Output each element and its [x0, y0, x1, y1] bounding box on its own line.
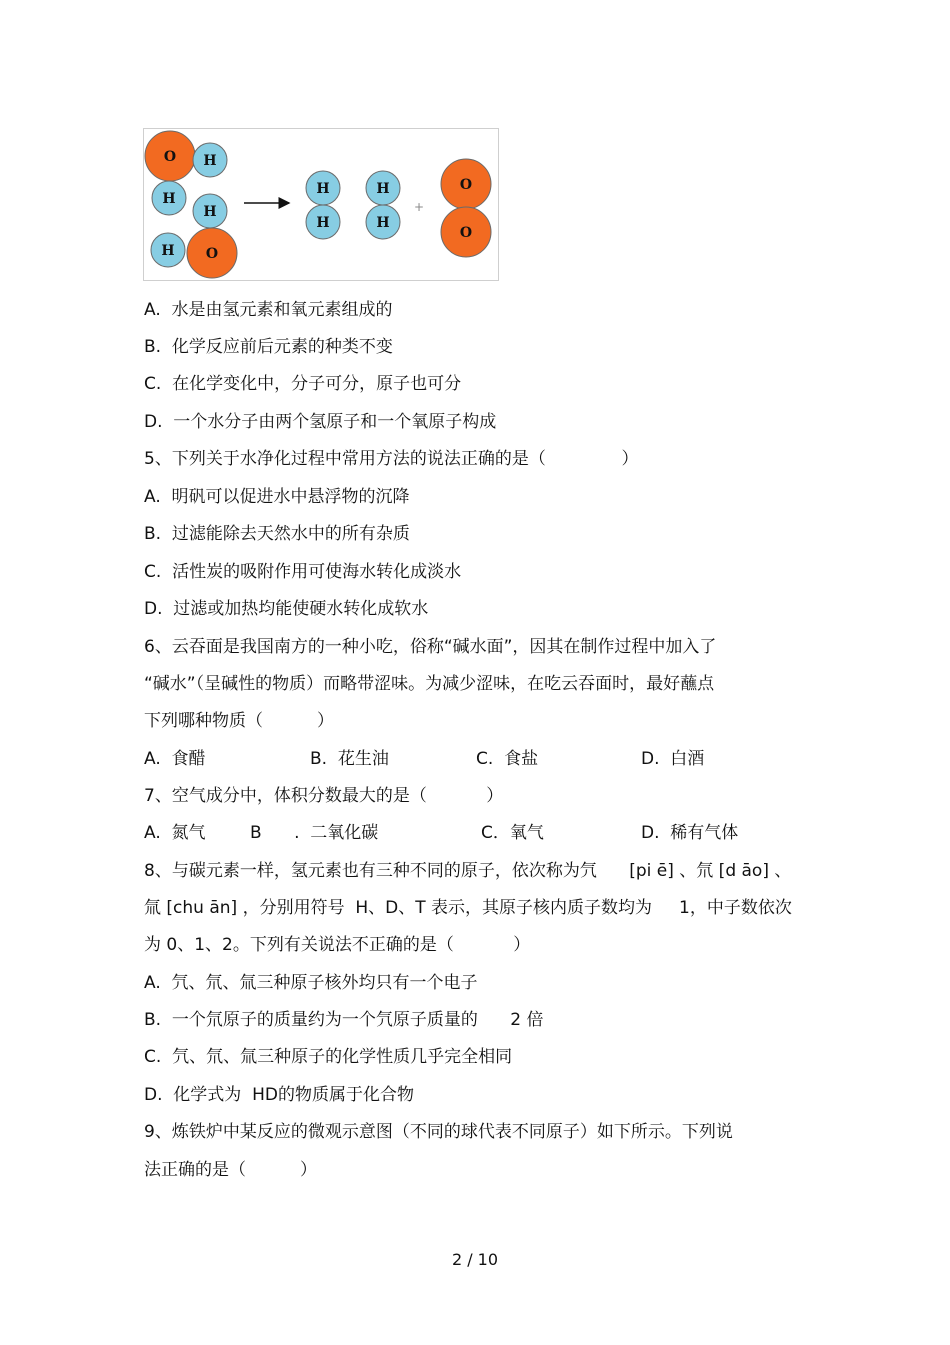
hydrogen-atom: [151, 233, 185, 267]
page-number: 2 / 10: [451, 1250, 499, 1269]
svg-text:O: O: [205, 246, 219, 262]
oxygen-atom: [187, 228, 237, 278]
svg-text:O: O: [459, 225, 473, 241]
q5-option-d: D. 过滤或加热均能使硬水转化成软水: [144, 599, 429, 619]
svg-text:H: H: [316, 215, 330, 231]
q8-stem-line-2: 氚 [chu ān] ，分别用符号 H、D、T 表示，其原子核内质子数均为 1，中子数依次: [144, 898, 792, 918]
q8-option-a: A. 氕、氘、氚三种原子核外均只有一个电子: [144, 973, 478, 993]
reaction-diagram-svg: [144, 129, 498, 280]
reaction-diagram: [143, 128, 499, 281]
q6-option-b: B. 花生油: [310, 749, 389, 769]
q5-option-a: A. 明矾可以促进水中悬浮物的沉降: [144, 487, 410, 507]
svg-text:H: H: [203, 153, 217, 169]
oxygen-atom: [441, 207, 491, 257]
plus-sign: +: [413, 200, 425, 214]
q5-stem: 5、下列关于水净化过程中常用方法的说法正确的是（ ）: [144, 449, 639, 469]
hydrogen-atom: [193, 194, 227, 228]
hydrogen-atom: [193, 143, 227, 177]
q8-option-c: C. 氕、氘、氚三种原子的化学性质几乎完全相同: [144, 1047, 513, 1067]
q9-stem-line-2: 法正确的是（ ）: [144, 1160, 318, 1180]
hydrogen-atom: [366, 171, 400, 205]
oxygen-atom: [441, 159, 491, 209]
q4-option-a: A. 水是由氢元素和氧元素组成的: [144, 300, 393, 320]
q4-option-b: B. 化学反应前后元素的种类不变: [144, 337, 393, 357]
svg-text:H: H: [376, 181, 390, 197]
svg-text:H: H: [316, 181, 330, 197]
q4-option-c: C. 在化学变化中，分子可分，原子也可分: [144, 374, 462, 394]
q6-stem-line-2: “碱水”（呈碱性的物质）而略带涩味。为减少涩味，在吃云吞面时，最好蘸点: [144, 674, 715, 694]
q8-stem-line-1: 8、与碳元素一样，氢元素也有三种不同的原子，依次称为氕 [pi ē] 、氘 [d āo] 、: [144, 861, 792, 881]
q6-stem-line-3: 下列哪种物质（ ）: [144, 711, 335, 731]
q5-option-c: C. 活性炭的吸附作用可使海水转化成淡水: [144, 562, 462, 582]
q9-stem-line-1: 9、炼铁炉中某反应的微观示意图（不同的球代表不同原子）如下所示。下列说: [144, 1122, 733, 1142]
hydrogen-atom: [366, 205, 400, 239]
q6-stem-line-1: 6、云吞面是我国南方的一种小吃，俗称“碱水面”，因其在制作过程中加入了: [144, 637, 717, 657]
hydrogen-atom: [152, 181, 186, 215]
svg-text:H: H: [161, 243, 175, 259]
svg-text:H: H: [162, 191, 176, 207]
q6-option-c: C. 食盐: [476, 749, 539, 769]
q7-option-a: A. 氮气: [144, 823, 206, 843]
q8-option-d: D. 化学式为 HD的物质属于化合物: [144, 1085, 414, 1105]
q5-option-b: B. 过滤能除去天然水中的所有杂质: [144, 524, 410, 544]
q8-stem-line-3: 为 0、1、2。下列有关说法不正确的是（ ）: [144, 935, 531, 955]
q8-option-b: B. 一个氘原子的质量约为一个氕原子质量的 2 倍: [144, 1010, 544, 1030]
hydrogen-atom: [306, 205, 340, 239]
q7-option-b: B . 二氧化碳: [250, 823, 379, 843]
oxygen-atom: [145, 131, 195, 181]
q7-stem: 7、空气成分中，体积分数最大的是（ ）: [144, 786, 504, 806]
svg-text:O: O: [459, 177, 473, 193]
svg-text:O: O: [163, 149, 177, 165]
q6-option-d: D. 白酒: [641, 749, 705, 769]
q6-option-a: A. 食醋: [144, 749, 206, 769]
svg-text:H: H: [376, 215, 390, 231]
q7-option-d: D. 稀有气体: [641, 823, 739, 843]
svg-text:H: H: [203, 204, 217, 220]
q7-option-c: C．氧气: [481, 823, 544, 843]
hydrogen-atom: [306, 171, 340, 205]
q4-option-d: D. 一个水分子由两个氢原子和一个氧原子构成: [144, 412, 497, 432]
